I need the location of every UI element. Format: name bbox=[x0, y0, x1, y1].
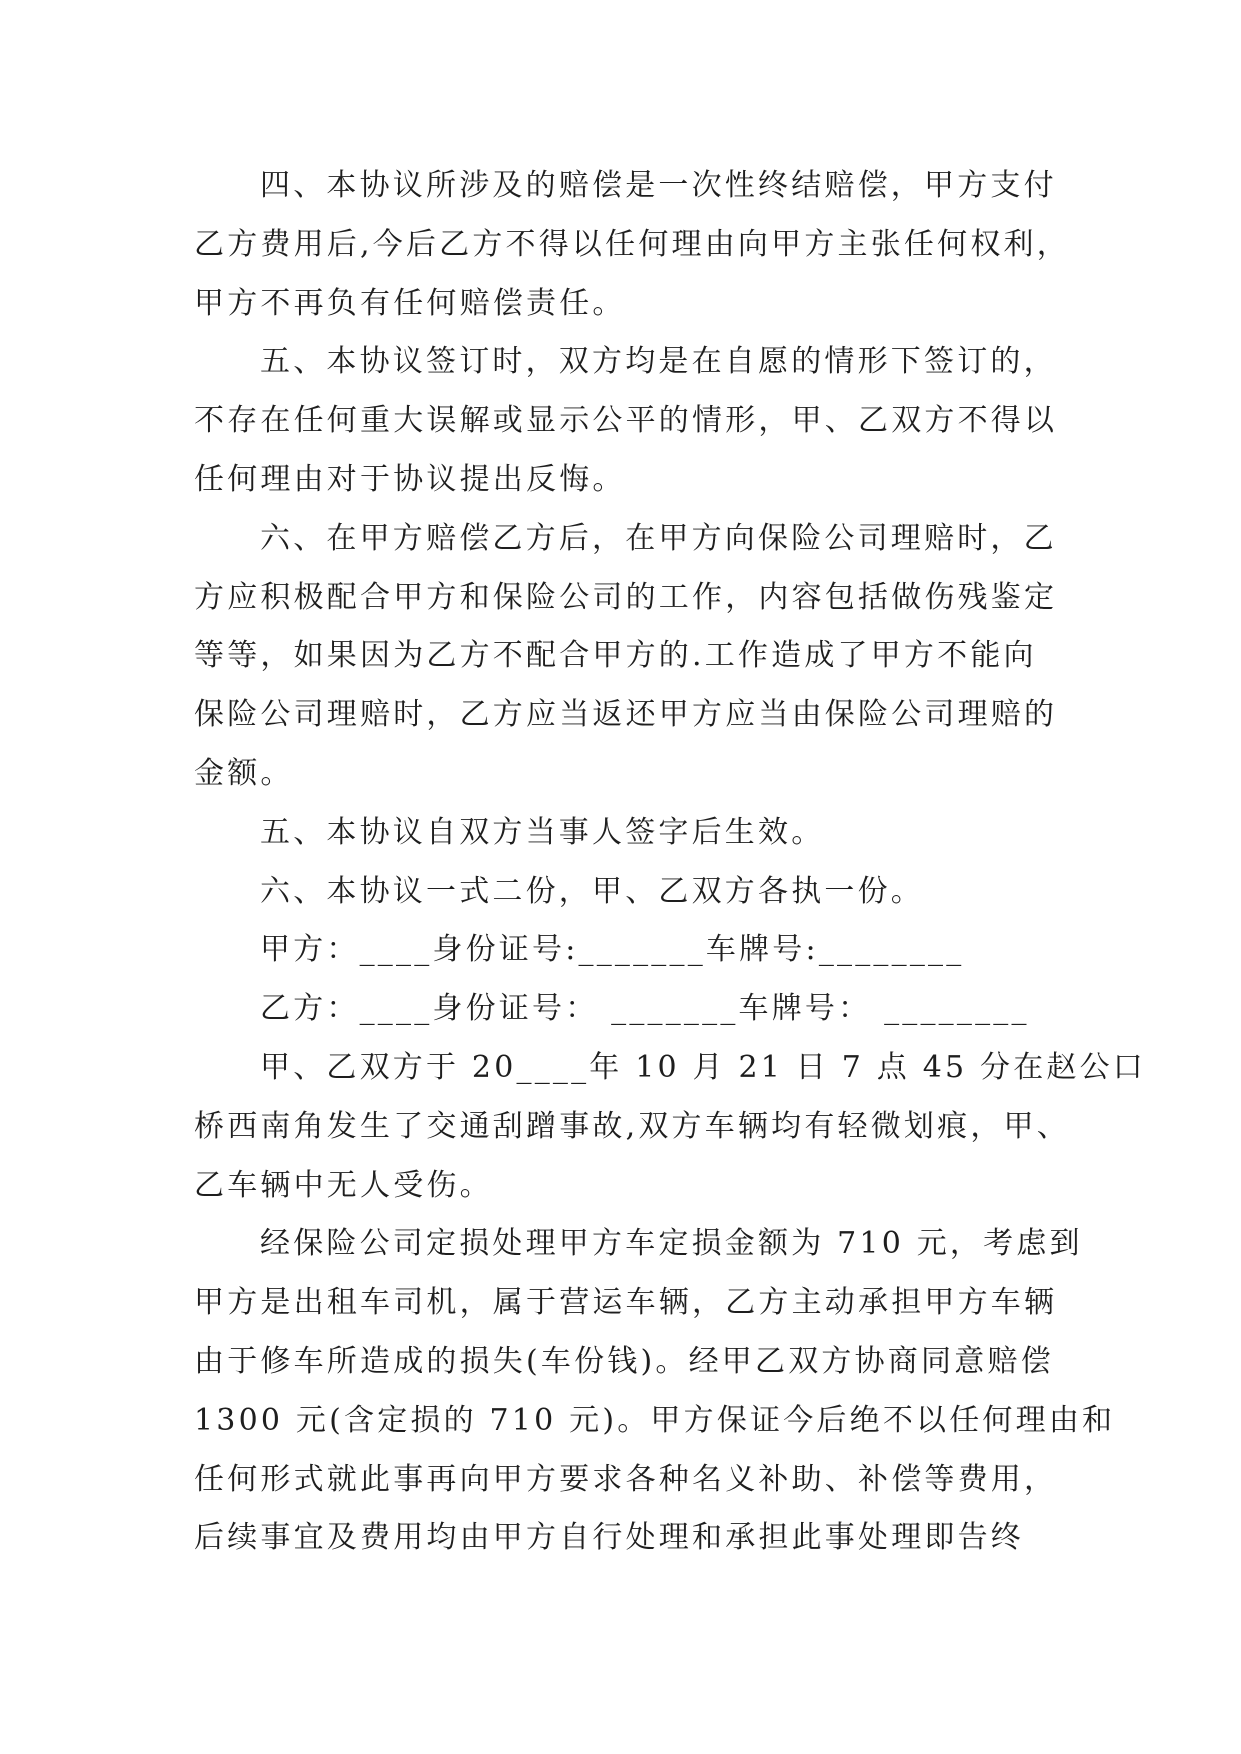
text-line: 甲方不再负有任何赔偿责任。 bbox=[194, 285, 626, 321]
paragraph bbox=[194, 921, 1094, 980]
paragraph bbox=[194, 1039, 1147, 1215]
text-line: 任何形式就此事再向甲方要求各种名义补助、补偿等费用， bbox=[194, 1461, 1058, 1497]
text-line: 桥西南角发生了交通刮蹭事故,双方车辆均有轻微划痕，甲、 bbox=[194, 1108, 1070, 1144]
text-line: 五、本协议签订时，双方均是在自愿的情形下签订的， bbox=[260, 344, 1057, 380]
text-line: 不存在任何重大误解或显示公平的情形，甲、乙双方不得以 bbox=[194, 403, 1058, 439]
text-line: 由于修车所造成的损失(车份钱)。经甲乙双方协商同意赔偿 bbox=[194, 1343, 1054, 1379]
text-line: 等等，如果因为乙方不配合甲方的.工作造成了甲方不能向 bbox=[194, 638, 1037, 674]
text-line: 方应积极配合甲方和保险公司的工作，内容包括做伤残鉴定 bbox=[194, 579, 1058, 615]
text-line: 四、本协议所涉及的赔偿是一次性终结赔偿，甲方支付 bbox=[260, 168, 1057, 203]
text-line: 后续事宜及费用均由甲方自行处理和承担此事处理即告终 bbox=[194, 1520, 1024, 1556]
text-line: 金额。 bbox=[194, 755, 294, 791]
text-line: 六、在甲方赔偿乙方后，在甲方向保险公司理赔时，乙 bbox=[260, 520, 1057, 556]
paragraph bbox=[194, 333, 1094, 509]
paragraph bbox=[194, 1215, 1116, 1568]
text-line: 乙方：____身份证号： _______车牌号： ________ bbox=[260, 991, 1030, 1027]
text-line: 乙方费用后,今后乙方不得以任何理由向甲方主张任何权利， bbox=[194, 226, 1070, 262]
paragraph bbox=[194, 804, 1094, 863]
document-page bbox=[194, 157, 1147, 1568]
paragraph bbox=[194, 980, 1094, 1039]
paragraph bbox=[194, 510, 1094, 804]
text-line: 甲方是出租车司机，属于营运车辆，乙方主动承担甲方车辆 bbox=[194, 1285, 1058, 1321]
text-line: 甲方：____身份证号:_______车牌号:________ bbox=[260, 932, 965, 968]
text-line: 经保险公司定损处理甲方车定损金额为 710 元，考虑到 bbox=[260, 1226, 1083, 1262]
text-line: 五、本协议自双方当事人签字后生效。 bbox=[260, 814, 825, 850]
text-line: 保险公司理赔时，乙方应当返还甲方应当由保险公司理赔的 bbox=[194, 697, 1058, 733]
paragraph bbox=[194, 157, 1094, 333]
text-line: 乙车辆中无人受伤。 bbox=[194, 1167, 493, 1203]
text-line: 任何理由对于协议提出反悔。 bbox=[194, 461, 626, 497]
text-line: 1300 元(含定损的 710 元)。甲方保证今后绝不以任何理由和 bbox=[194, 1402, 1116, 1438]
text-line: 六、本协议一式二份，甲、乙双方各执一份。 bbox=[260, 873, 924, 909]
text-line: 甲、乙双方于 20____年 10 月 21 日 7 点 45 分在赵公口 bbox=[260, 1049, 1147, 1085]
paragraph bbox=[194, 863, 1094, 922]
